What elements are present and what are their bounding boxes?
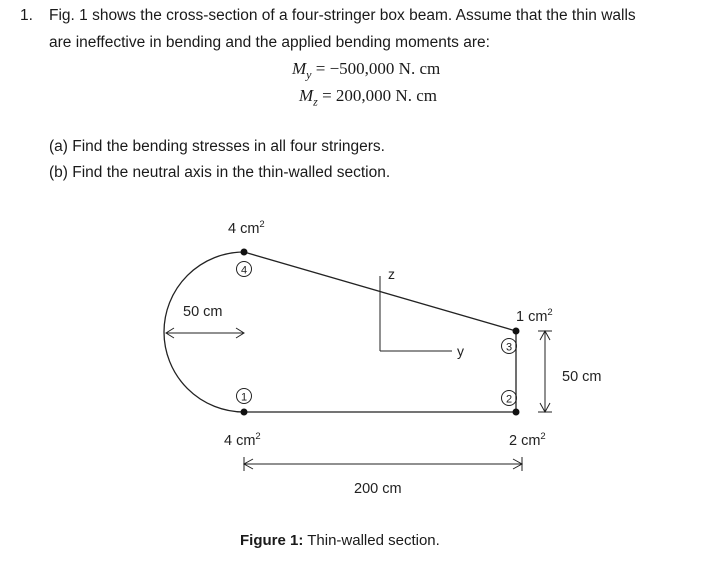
area-label-stringer-1: 4 $cm^2$ [224, 431, 261, 449]
my-subscript: y [306, 67, 312, 82]
stringer-2-number: 2 [505, 393, 513, 406]
height-label: 50 cm [562, 369, 602, 385]
stringer-1-number: 1 [240, 391, 248, 404]
stringer-4-dot [241, 249, 248, 256]
mz-subscript: z [313, 94, 318, 109]
part-b: (b) Find the neutral axis in the thin-walled section. [49, 164, 391, 181]
problem-intro-line2: are ineffective in bending and the applied bending moments are: [49, 34, 490, 51]
area-label-stringer-2: 2 $cm^2$ [509, 431, 546, 449]
stringer-3-number: 3 [505, 341, 513, 354]
mz-value: = 200,000 N. cm [322, 86, 437, 105]
my-symbol: M [292, 59, 307, 78]
stringer-1-dot [241, 409, 248, 416]
radius-label: 50 cm [183, 304, 223, 320]
stringer-3-dot [513, 328, 520, 335]
figure-caption-bold: Figure 1: [240, 532, 304, 549]
area-label-stringer-3: 1 $cm^2$ [516, 307, 553, 325]
semicircle-wall [164, 252, 244, 412]
my-value: = −500,000 N. cm [315, 59, 441, 78]
z-axis-label: z [388, 266, 395, 282]
y-axis-label: y [457, 343, 464, 359]
part-a: (a) Find the bending stresses in all four stringers. [49, 138, 385, 155]
figure-caption [240, 532, 440, 549]
problem-number: 1. [20, 7, 33, 24]
mz-symbol: M [299, 86, 314, 105]
problem-intro-line1: Fig. 1 shows the cross-section of a four-stringer box beam. Assume that the thin walls [49, 7, 636, 24]
stringer-4-number: 4 [240, 264, 248, 277]
figure-caption-text: Thin-walled section. [303, 532, 440, 549]
stringer-2-dot [513, 409, 520, 416]
width-label: 200 cm [354, 481, 402, 497]
area-label-stringer-4: 4 $cm^2$ [228, 219, 265, 237]
